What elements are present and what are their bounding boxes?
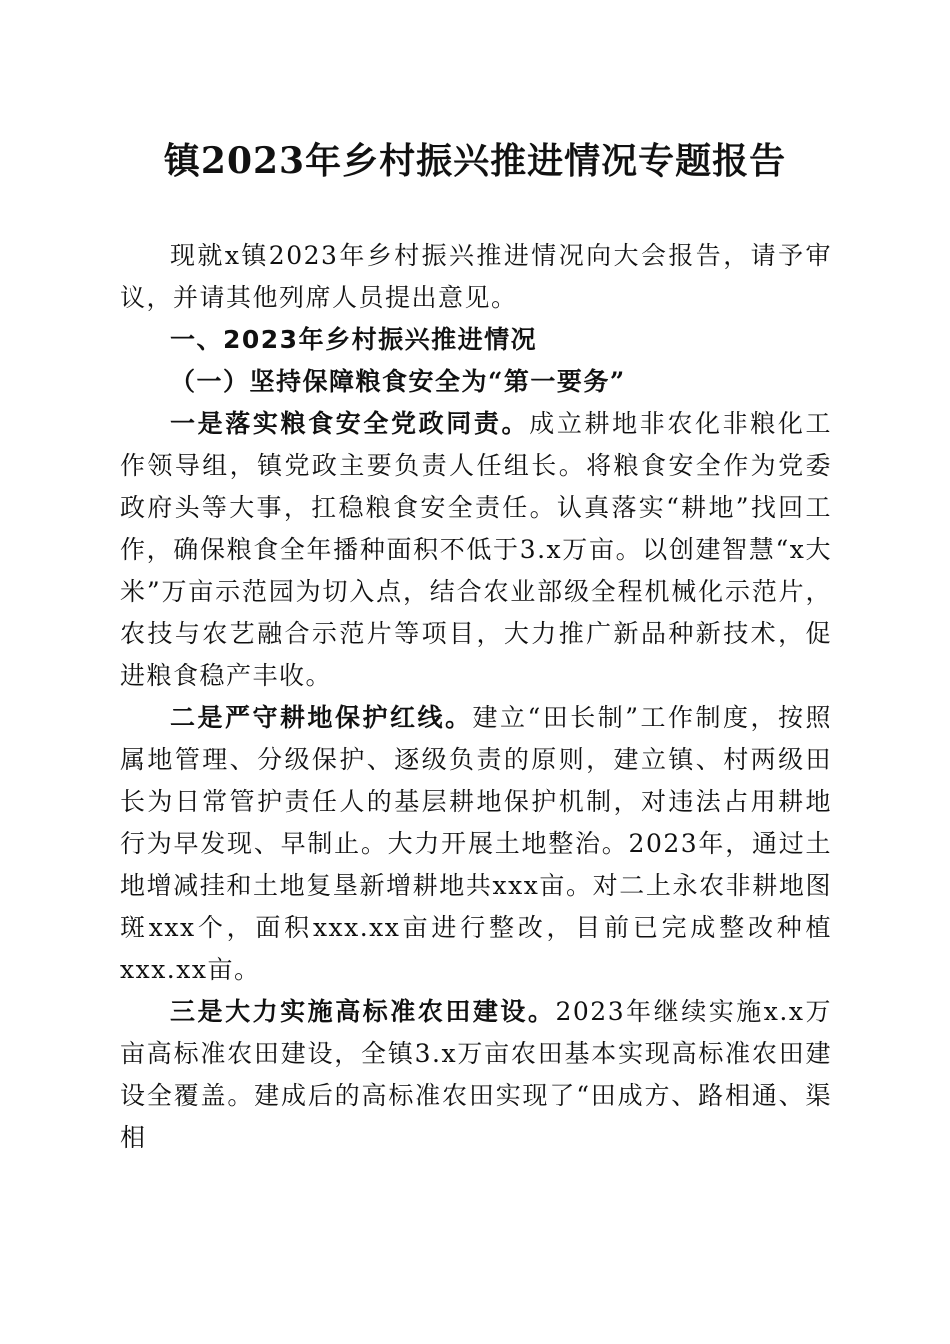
paragraph-item-1 bbox=[120, 403, 832, 697]
subsection-heading: （一）坚持保障粮食安全为“第一要务” bbox=[170, 367, 626, 396]
item-2-text: 建立“田长制”工作制度，按照属地管理、分级保护、逐级负责的原则，建立镇、村两级田长为日常管护责任人的基层耕地保护机制，对违法占用耕地行为早发现、早制止。大力开展土地整治。2023年，通过土地增减挂和土地复垦新增耕地共xxx亩。对二上永农非耕地图斑xxx个，面积xxx.xx亩进行整改，目前已完成整改种植xxx.xx亩。 bbox=[120, 703, 832, 984]
section-heading: 一、2023年乡村振兴推进情况 bbox=[170, 325, 538, 354]
document-title: 镇2023年乡村振兴推进情况专题报告 bbox=[163, 140, 787, 182]
item-1-text: 成立耕地非农化非粮化工作领导组，镇党政主要负责人任组长。将粮食安全作为党委政府头等大事，扛稳粮食安全责任。认真落实“耕地”找回工作，确保粮食全年播种面积不低于3.x万亩。以创建智慧“x大米”万亩示范园为切入点，结合农业部级全程机械化示范片，农技与农艺融合示范片等项目，大力推广新品种新技术，促进粮食稳产丰收。 bbox=[120, 409, 832, 690]
paragraph-item-2 bbox=[120, 697, 832, 991]
paragraph-item-3 bbox=[120, 991, 832, 1159]
document-body bbox=[120, 235, 832, 1159]
intro-paragraph: 现就x镇2023年乡村振兴推进情况向大会报告，请予审议，并请其他列席人员提出意见。 bbox=[120, 241, 832, 312]
item-3-lead: 三是大力实施高标准农田建设。 bbox=[170, 997, 556, 1026]
item-1-lead: 一是落实粮食安全党政同责。 bbox=[170, 409, 530, 438]
item-3-text: 2023年继续实施x.x万亩高标准农田建设，全镇3.x万亩农田基本实现高标准农田建设全覆盖。建成后的高标准农田实现了“田成方、路相通、渠相 bbox=[120, 997, 832, 1152]
item-2-lead: 二是严守耕地保护红线。 bbox=[170, 703, 473, 732]
